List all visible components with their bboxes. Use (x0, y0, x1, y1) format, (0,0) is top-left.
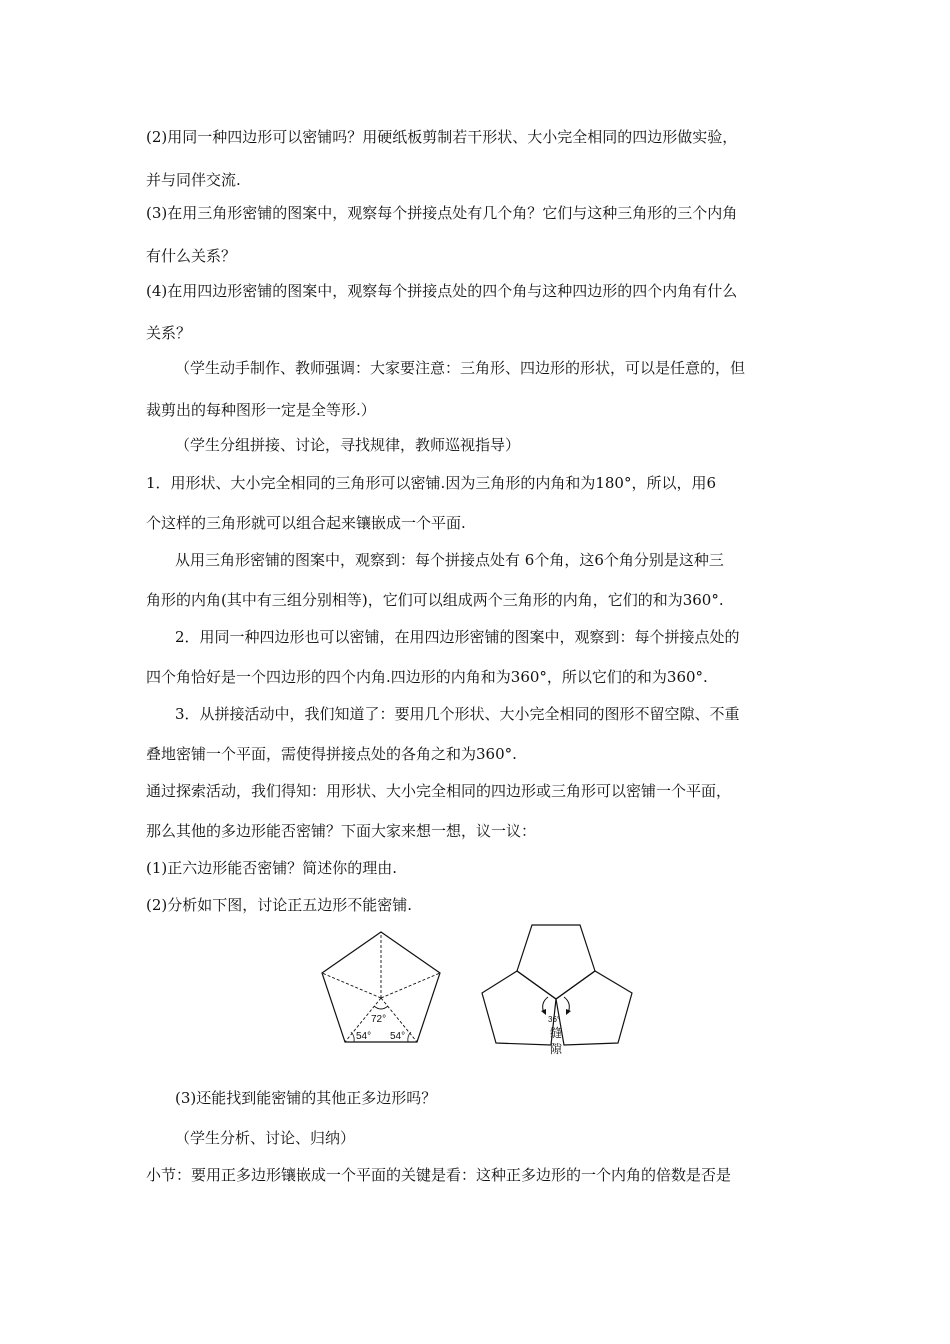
text-line-11: 个这样的三角形就可以组合起来镶嵌成一个平面. (146, 514, 466, 532)
text-line-22: (3)还能找到能密铺的其他正多边形吗？ (175, 1089, 437, 1107)
gap-label-1: 缝 (550, 1026, 563, 1040)
text-line-8: 裁剪出的每种图形一定是全等形.） (146, 401, 376, 419)
right-pentagon (556, 971, 632, 1045)
text-line-21: (2)分析如下图，讨论正五边形不能密铺. (146, 896, 413, 914)
text-line-6: 关系？ (146, 324, 192, 342)
text-line-14: 2．用同一种四边形也可以密铺，在用四边形密铺的图案中，观察到：每个拼接点处的 (175, 628, 740, 646)
text-line-24: 小节：要用正多边形镶嵌成一个平面的关键是看：这种正多边形的一个内角的倍数是否是 (146, 1166, 732, 1184)
text-line-1: (2)用同一种四边形可以密铺吗？用硬纸板剪制若干形状、大小完全相同的四边形做实验， (146, 128, 738, 146)
left-angle-label: 54° (356, 1031, 372, 1042)
center-angle-label: 72° (371, 1014, 387, 1025)
gap-label-2: 隙 (550, 1042, 563, 1056)
text-line-7: （学生动手制作、教师强调：大家要注意：三角形、四边形的形状，可以是任意的，但 (175, 359, 746, 377)
text-line-16: 3．从拼接活动中，我们知道了：要用几个形状、大小完全相同的图形不留空隙、不重 (175, 705, 740, 723)
text-line-10: 1．用形状、大小完全相同的三角形可以密铺.因为三角形的内角和为180°，所以，用6 (146, 474, 716, 492)
left-pentagon (482, 971, 556, 1045)
text-line-4: 有什么关系？ (146, 247, 237, 265)
center-angle-arc (374, 1006, 388, 1009)
text-line-3: (3)在用三角形密铺的图案中，观察每个拼接点处有几个角？它们与这种三角形的三个内角 (146, 204, 738, 222)
text-line-15: 四个角恰好是一个四边形的四个内角.四边形的内角和为360°，所以它们的和为360°. (146, 668, 708, 686)
top-pentagon (517, 925, 595, 999)
pentagon-figure (318, 928, 450, 1050)
text-line-9: （学生分组拼接、讨论，寻找规律，教师巡视指导） (175, 436, 521, 454)
text-line-20: (1)正六边形能否密铺？简述你的理由. (146, 859, 398, 877)
three-pentagons-figure (478, 923, 636, 1065)
text-line-23: （学生分析、讨论、归纳） (175, 1129, 356, 1147)
gap-angle-label: 36° (548, 1015, 561, 1024)
text-line-19: 那么其他的多边形能否密铺？下面大家来想一想，议一议： (146, 822, 537, 840)
text-line-17: 叠地密铺一个平面，需使得拼接点处的各角之和为360°. (146, 745, 517, 763)
right-angle-label: 54° (390, 1031, 406, 1042)
text-line-18: 通过探索活动，我们得知：用形状、大小完全相同的四边形或三角形可以密铺一个平面， (146, 782, 732, 800)
text-line-12: 从用三角形密铺的图案中，观察到：每个拼接点处有 6个角，这6个角分别是这种三 (175, 551, 724, 569)
text-line-2: 并与同伴交流. (146, 171, 241, 189)
text-line-13: 角形的内角(其中有三组分别相等)，它们可以组成两个三角形的内角，它们的和为360°. (146, 591, 724, 609)
text-line-5: (4)在用四边形密铺的图案中，观察每个拼接点处的四个角与这种四边形的四个内角有什么 (146, 282, 738, 300)
